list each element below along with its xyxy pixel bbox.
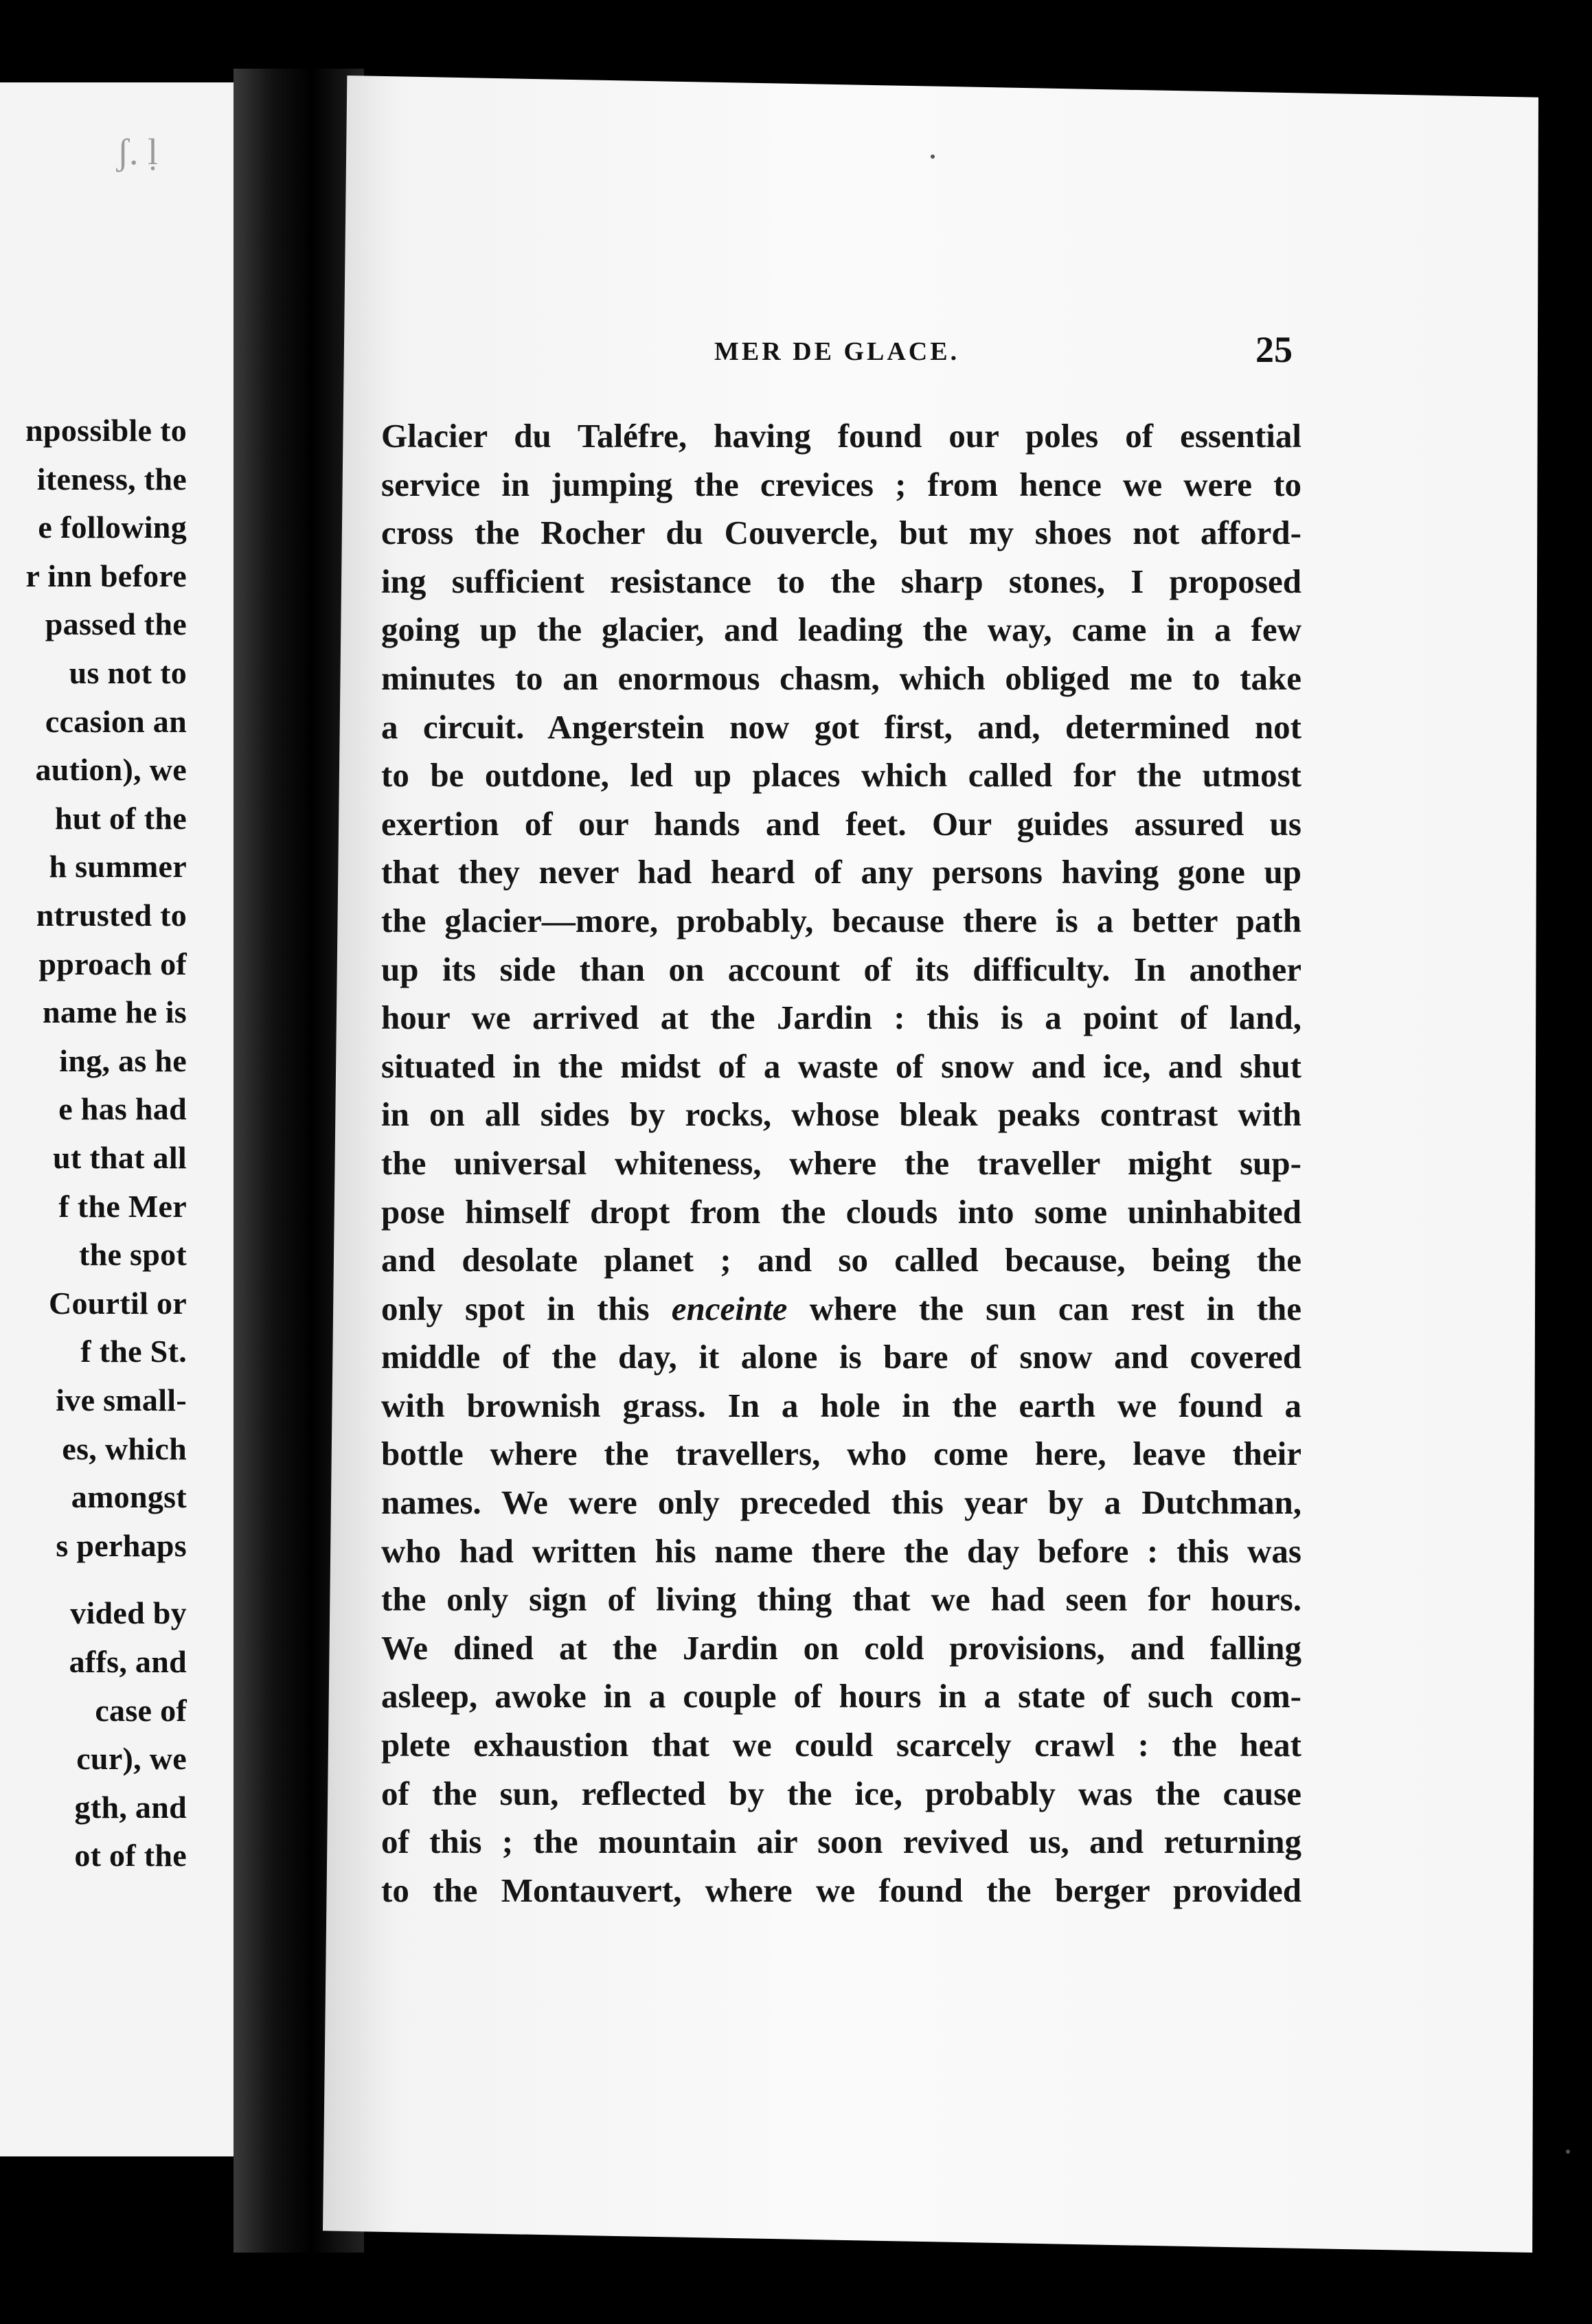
text-line: exertion of our hands and feet. Our guides assured us [381, 804, 1301, 843]
text-line: minutes to an enormous chasm, which obliged me to take [381, 659, 1301, 697]
text-line: and desolate planet ; and so called because, being the [381, 1241, 1301, 1279]
text-line: in on all sides by rocks, whose bleak peaks contrast with [381, 1095, 1301, 1134]
left-text-line: passed the [45, 606, 187, 642]
left-text-line: r inn before [25, 558, 187, 593]
text-line: with brownish grass. In a hole in the earth we found a [381, 1386, 1301, 1424]
text-line: the universal whiteness, where the traveller might sup- [381, 1143, 1301, 1182]
left-text-line: iteness, the [36, 461, 187, 497]
text-line: hour we arrived at the Jardin : this is a point of land, [381, 999, 1301, 1037]
left-text-line: name he is [43, 994, 187, 1030]
italic-word: enceinte [671, 1289, 788, 1328]
left-text-line: vided by [70, 1595, 187, 1631]
text-segment: only spot in this [381, 1289, 650, 1328]
text-line: situated in the midst of a waste of snow and ice, and shut [381, 1047, 1301, 1085]
text-line: a circuit. Angerstein now got first, and, determined not [381, 707, 1301, 746]
left-text-line: ing, as he [59, 1043, 187, 1078]
left-text-line: ntrusted to [36, 898, 187, 933]
text-line: service in jumping the crevices ; from hence we were to [381, 465, 1301, 503]
left-facing-page [0, 82, 240, 2156]
left-text-line: h summer [49, 849, 187, 885]
text-line: the only sign of living thing that we had seen for hours. [381, 1580, 1301, 1619]
left-text-line: e has had [58, 1091, 187, 1127]
text-line: of this ; the mountain air soon revived us, and returning [381, 1823, 1301, 1861]
text-line: cross the Rocher du Couvercle, but my shoes not afford- [381, 514, 1301, 552]
left-text-line: f the St. [80, 1334, 187, 1369]
left-text-line: es, which [62, 1431, 187, 1466]
left-text-line: pproach of [38, 946, 187, 981]
text-line: pose himself dropt from the clouds into some uninhabited [381, 1192, 1301, 1231]
running-header: MER DE GLACE. [714, 337, 960, 366]
dust-speck [931, 155, 935, 159]
text-line: ing sufficient resistance to the sharp stones, I proposed [381, 562, 1301, 600]
left-text-line: the spot [78, 1237, 187, 1273]
left-text-line: f the Mer [58, 1188, 187, 1224]
text-line: asleep, awoke in a couple of hours in a state of such com- [381, 1677, 1301, 1716]
left-text-line: cur), we [76, 1741, 187, 1777]
left-text-line: aution), we [35, 752, 187, 788]
page-number: 25 [1255, 329, 1293, 370]
text-line: bottle where the travellers, who come here, leave their [381, 1435, 1301, 1473]
text-line: who had written his name there the day before : this was [381, 1531, 1301, 1570]
left-text-line: ccasion an [45, 703, 187, 739]
text-line: names. We were only preceded this year by a Dutchman, [381, 1483, 1301, 1522]
text-line: to the Montauvert, where we found the berger provided [381, 1871, 1301, 1909]
text-line: of the sun, reflected by the ice, probably was the cause [381, 1774, 1301, 1812]
text-line: We dined at the Jardin on cold provisions, and falling [381, 1628, 1301, 1667]
text-line: the glacier—more, probably, because there is a better path [381, 901, 1301, 939]
left-text-line: npossible to [25, 413, 187, 448]
text-line-enceinte [381, 1285, 1301, 1334]
text-line: up its side than on account of its difficulty. In another [381, 950, 1301, 988]
left-text-line: hut of the [54, 800, 187, 836]
text-line: going up the glacier, and leading the way, came in a few [381, 611, 1301, 649]
left-text-line: case of [95, 1692, 187, 1728]
left-text-line: ive small- [56, 1382, 187, 1417]
left-text-line: us not to [69, 655, 187, 690]
faded-mark: ʃ. ḷ [117, 131, 158, 172]
left-text-line: ot of the [74, 1838, 187, 1873]
text-line: Glacier du Taléfre, having found our poles of essential [381, 417, 1301, 455]
text-line: middle of the day, it alone is bare of snow and covered [381, 1338, 1301, 1376]
left-text-line: amongst [71, 1479, 187, 1515]
left-text-line: Courtil or [48, 1285, 187, 1321]
dust-speck [1566, 2150, 1570, 2154]
text-line: to be outdone, led up places which called for the utmost [381, 756, 1301, 795]
body-text [381, 412, 1301, 1915]
left-text-line: gth, and [74, 1789, 187, 1825]
left-text-line: ut that all [53, 1140, 187, 1175]
left-text-line: affs, and [69, 1644, 187, 1679]
text-line: that they never had heard of any persons having gone up [381, 853, 1301, 891]
left-text-line: e following [38, 510, 187, 545]
text-segment: where the sun can rest in the [809, 1289, 1302, 1328]
text-line: plete exhaustion that we could scarcely crawl : the heat [381, 1726, 1301, 1764]
left-text-line: s perhaps [56, 1527, 187, 1563]
